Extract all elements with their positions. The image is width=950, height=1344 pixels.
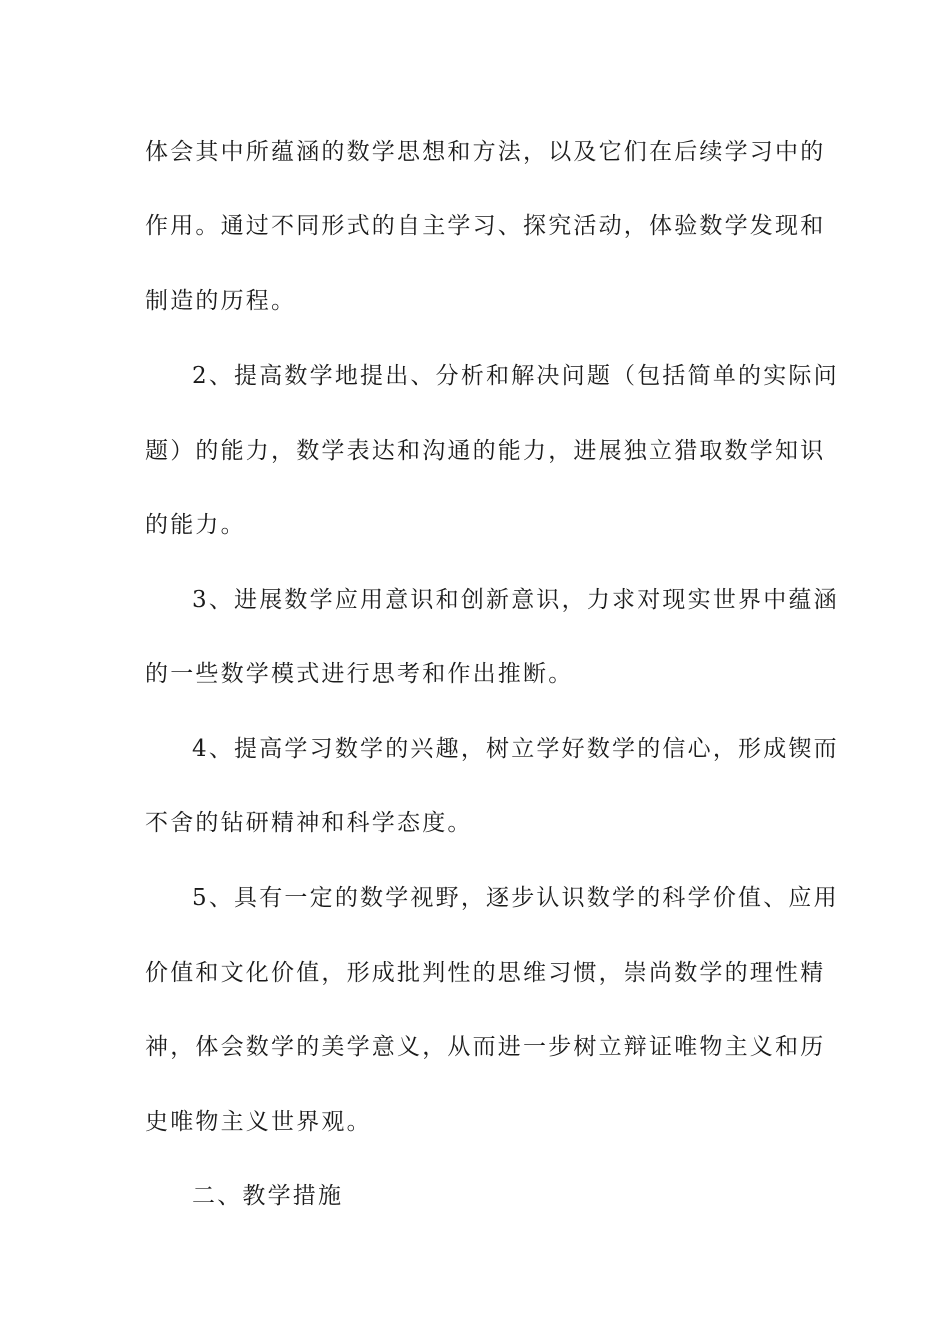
text-line: 神，体会数学的美学意义，从而进一步树立辩证唯物主义和历: [145, 1034, 826, 1060]
text-line: 作用。通过不同形式的自主学习、探究活动，体验数学发现和: [145, 213, 826, 239]
text-line: 不舍的钻研精神和科学态度。: [145, 810, 473, 836]
text-line: 的一些数学模式进行思考和作出推断。: [145, 661, 574, 687]
paragraph-5-start: 5、具有一定的数学视野，逐步认识数学的科学价值、应用: [192, 885, 839, 911]
text-line: 价值和文化价值，形成批判性的思维习惯，崇尚数学的理性精: [145, 960, 826, 986]
text-line: 体会其中所蕴涵的数学思想和方法，以及它们在后续学习中的: [145, 139, 826, 165]
text-line: 史唯物主义世界观。: [145, 1109, 372, 1135]
paragraph-4-start: 4、提高学习数学的兴趣，树立学好数学的信心，形成锲而: [192, 736, 839, 762]
text-line: 题）的能力，数学表达和沟通的能力，进展独立猎取数学知识: [145, 438, 826, 464]
section-heading: 二、教学措施: [192, 1183, 344, 1209]
paragraph-2-start: 2、提高数学地提出、分析和解决问题（包括简单的实际问: [192, 363, 839, 389]
paragraph-3-start: 3、进展数学应用意识和创新意识，力求对现实世界中蕴涵: [192, 587, 839, 613]
text-line: 的能力。: [145, 512, 246, 538]
text-line: 制造的历程。: [145, 288, 297, 314]
